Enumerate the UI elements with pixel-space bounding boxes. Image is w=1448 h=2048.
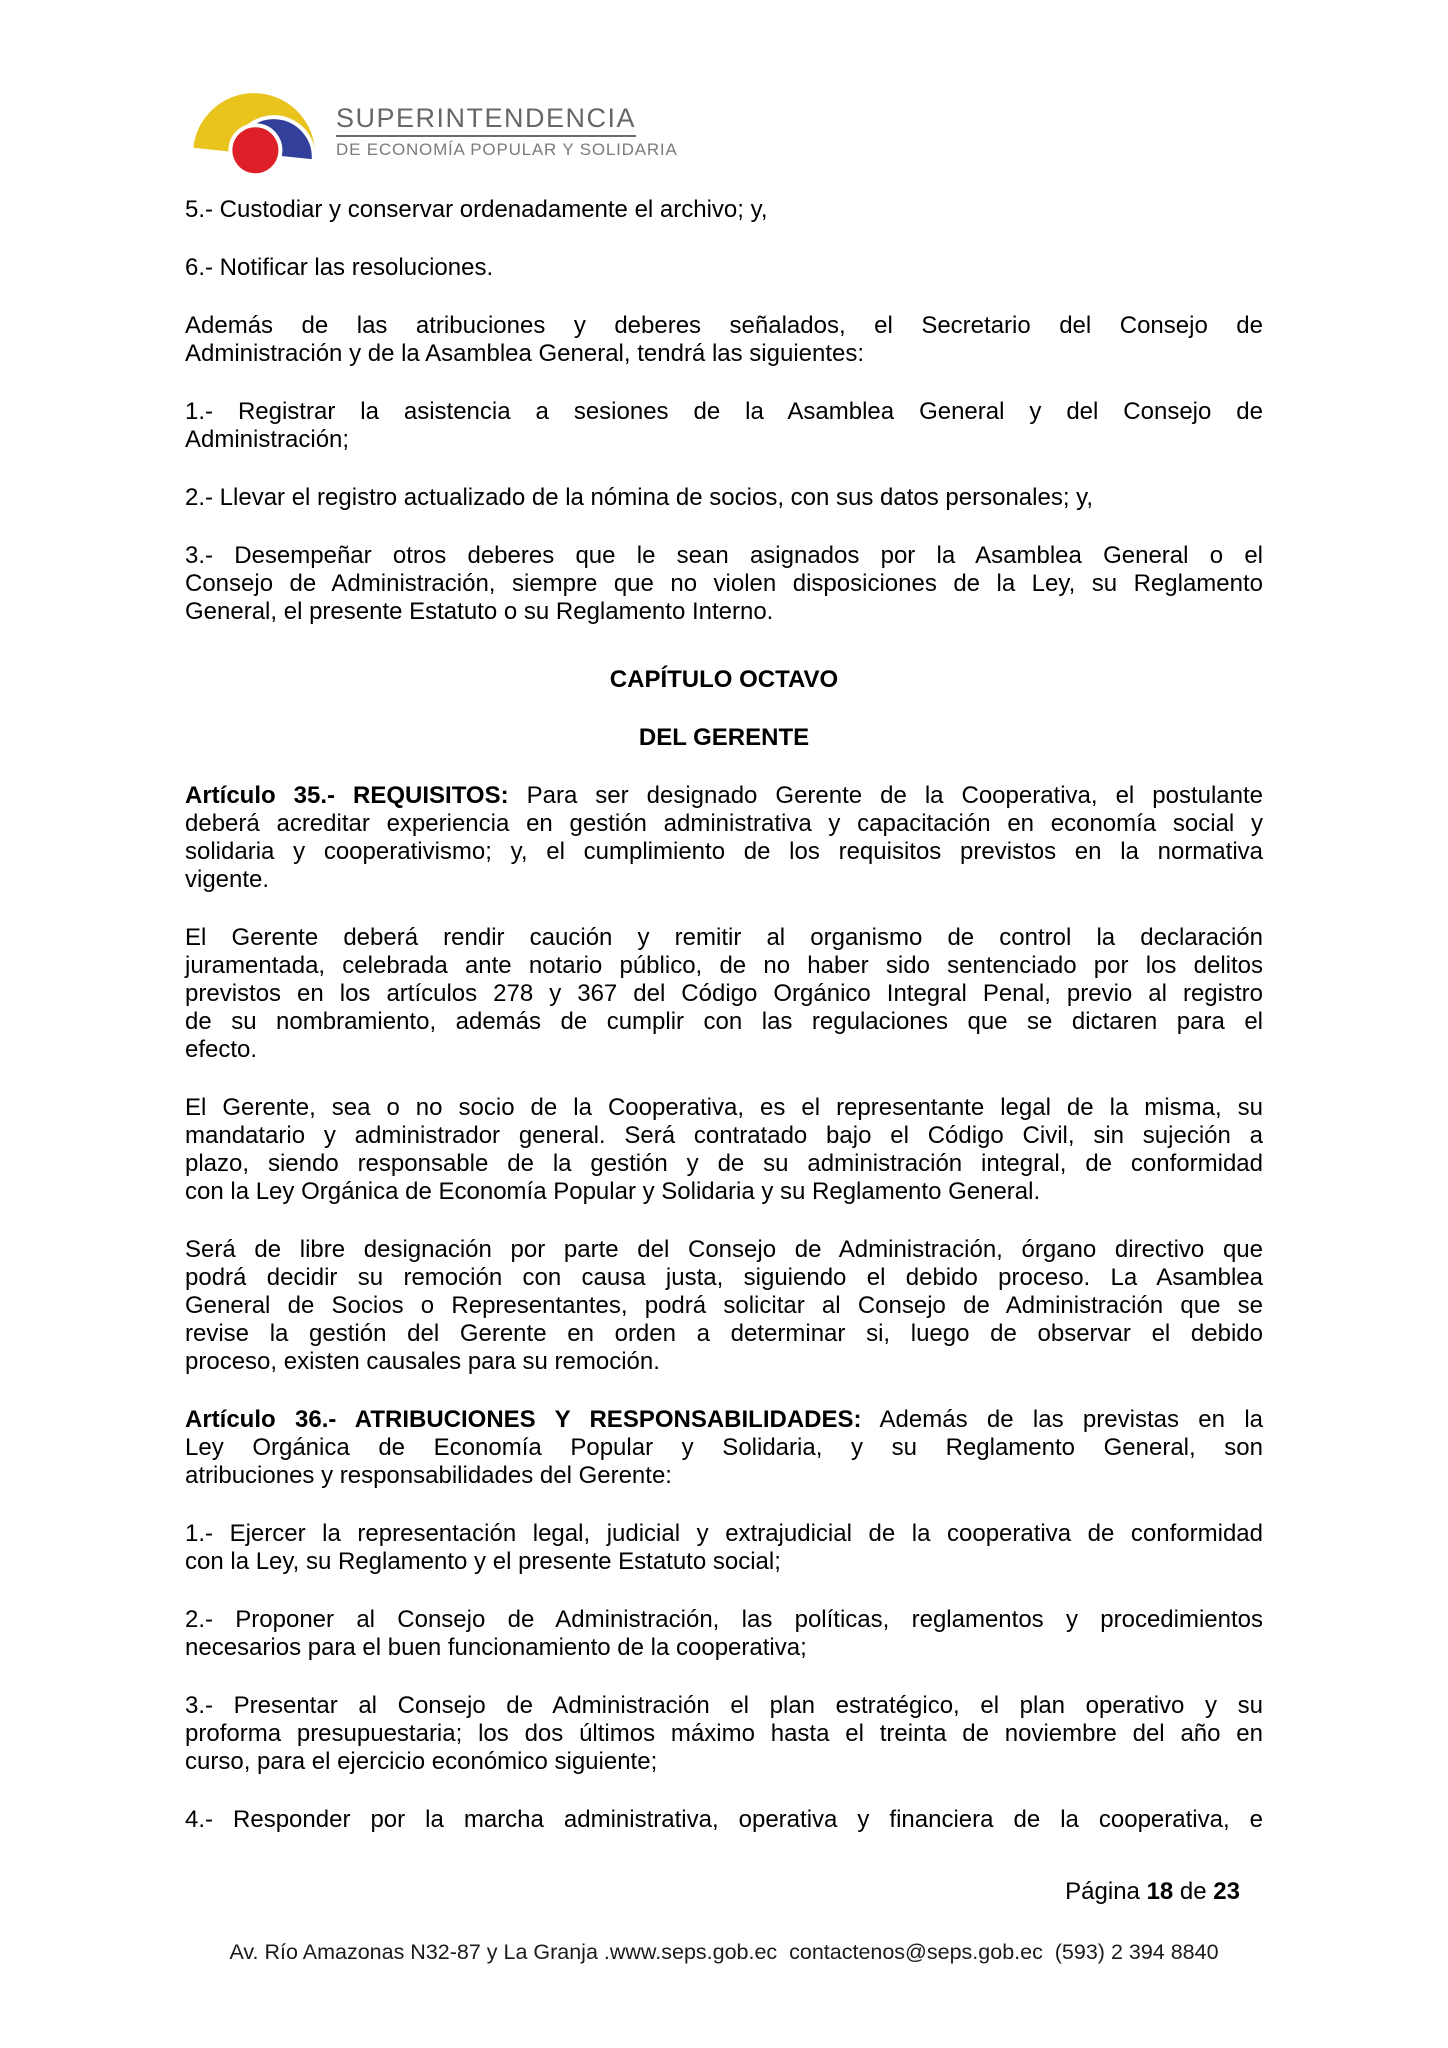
paragraph	[185, 542, 1263, 626]
logo-title: SUPERINTENDENCIA	[336, 104, 636, 137]
paragraph	[185, 312, 1263, 368]
text-line: El Gerente, sea o no socio de la Cooperativa, es el representante legal de la misma, su	[185, 1094, 1263, 1121]
article-label: Artículo 35.- REQUISITOS:	[185, 782, 509, 809]
text-line: CAPÍTULO OCTAVO	[609, 666, 839, 693]
text-line: curso, para el ejercicio económico siguiente;	[185, 1748, 658, 1775]
paragraph	[185, 1406, 1263, 1490]
text-line: juramentada, celebrada ante notario público, de no haber sido sentenciado por los delitos	[185, 952, 1263, 979]
text-line: 1.- Registrar la asistencia a sesiones de la Asamblea General y del Consejo de	[185, 398, 1263, 425]
paragraph	[185, 1806, 1263, 1834]
text-line: 4.- Responder por la marcha administrativa, operativa y financiera de la cooperativa, e	[185, 1806, 1263, 1833]
paragraph	[185, 1520, 1263, 1576]
text-line: proceso, existen causales para su remoción.	[185, 1348, 660, 1375]
text-line: Administración y de la Asamblea General, tendrá las siguientes:	[185, 340, 865, 367]
text-line: 3.- Presentar al Consejo de Administración el plan estratégico, el plan operativo y su	[185, 1692, 1263, 1719]
logo-subtitle: DE ECONOMÍA POPULAR Y SOLIDARIA	[336, 140, 678, 160]
text-line: El Gerente deberá rendir caución y remitir al organismo de control la declaración	[185, 924, 1263, 951]
paragraph	[185, 782, 1263, 894]
logo-text	[336, 104, 678, 160]
text-line: podrá decidir su remoción con causa justa, siguiendo el debido proceso. La Asamblea	[185, 1264, 1263, 1291]
article-label: Artículo 36.- ATRIBUCIONES Y RESPONSABILIDADES:	[185, 1406, 862, 1433]
paragraph	[185, 1606, 1263, 1662]
text-line: mandatario y administrador general. Será contratado bajo el Código Civil, sin sujeción a	[185, 1122, 1263, 1149]
text-line: 2.- Llevar el registro actualizado de la nómina de socios, con sus datos personales; y,	[185, 484, 1094, 511]
paragraph	[185, 1236, 1263, 1376]
section-heading	[185, 666, 1263, 694]
text-line: solidaria y cooperativismo; y, el cumplimiento de los requisitos previstos en la normativa	[185, 838, 1263, 865]
text-line: con la Ley, su Reglamento y el presente Estatuto social;	[185, 1548, 781, 1575]
text-line: previstos en los artículos 278 y 367 del Código Orgánico Integral Penal, previo al registro	[185, 980, 1263, 1007]
seps-logo-icon	[188, 58, 338, 183]
paragraph	[185, 196, 1263, 224]
text-line: Ley Orgánica de Economía Popular y Solidaria, y su Reglamento General, son	[185, 1434, 1263, 1461]
text-line: Será de libre designación por parte del Consejo de Administración, órgano directivo que	[185, 1236, 1263, 1263]
text-line: Artículo 35.- REQUISITOS: Para ser designado Gerente de la Cooperativa, el postulante	[185, 782, 1264, 809]
text-line: vigente.	[185, 866, 270, 893]
text-line: necesarios para el buen funcionamiento de la cooperativa;	[185, 1634, 807, 1661]
text-line: con la Ley Orgánica de Economía Popular y Solidaria y su Reglamento General.	[185, 1178, 1041, 1205]
text-line: atribuciones y responsabilidades del Gerente:	[185, 1462, 672, 1489]
text-line: Consejo de Administración, siempre que no violen disposiciones de la Ley, su Reglamento	[185, 570, 1263, 597]
text-line: Artículo 36.- ATRIBUCIONES Y RESPONSABILIDADES: Además de las previstas en la	[185, 1406, 1263, 1433]
text-line: 1.- Ejercer la representación legal, judicial y extrajudicial de la cooperativa de conformidad	[185, 1520, 1263, 1547]
section-heading	[185, 724, 1263, 752]
text-line: deberá acreditar experiencia en gestión administrativa y capacitación en economía social y	[185, 810, 1263, 837]
text-line: proforma presupuestaria; los dos últimos máximo hasta el treinta de noviembre del año en	[185, 1720, 1263, 1747]
text-line: General de Socios o Representantes, podrá solicitar al Consejo de Administración que se	[185, 1292, 1263, 1319]
text-line: Administración;	[185, 426, 350, 453]
text-line: plazo, siendo responsable de la gestión y de su administración integral, de conformidad	[185, 1150, 1263, 1177]
document-body	[185, 196, 1263, 1864]
paragraph	[185, 1692, 1263, 1776]
paragraph	[185, 398, 1263, 454]
paragraph	[185, 924, 1263, 1064]
text-line: 3.- Desempeñar otros deberes que le sean asignados por la Asamblea General o el	[185, 542, 1263, 569]
text-line: General, el presente Estatuto o su Reglamento Interno.	[185, 598, 774, 625]
page-number	[1065, 1878, 1240, 1906]
text-line: 2.- Proponer al Consejo de Administración, las políticas, reglamentos y procedimientos	[185, 1606, 1263, 1633]
paragraph	[185, 1094, 1263, 1206]
text-line: Además de las atribuciones y deberes señalados, el Secretario del Consejo de	[185, 312, 1263, 339]
text-line: 5.- Custodiar y conservar ordenadamente el archivo; y,	[185, 196, 768, 223]
text-line: revise la gestión del Gerente en orden a determinar si, luego de observar el debido	[185, 1320, 1263, 1347]
footer-contact: Av. Río Amazonas N32-87 y La Granja .www.seps.gob.ec contactenos@seps.gob.ec (593) 2 394 8840	[229, 1940, 1219, 1964]
page-label: Página	[1065, 1878, 1147, 1905]
page-separator: de	[1173, 1878, 1214, 1905]
text-line: efecto.	[185, 1036, 258, 1063]
text-line: 6.- Notificar las resoluciones.	[185, 254, 494, 281]
paragraph	[185, 254, 1263, 282]
page-current: 18	[1146, 1878, 1174, 1905]
paragraph	[185, 484, 1263, 512]
text-line: de su nombramiento, además de cumplir con las regulaciones que se dictaren para el	[185, 1008, 1263, 1035]
text-line: DEL GERENTE	[638, 724, 810, 751]
page-total: 23	[1213, 1878, 1240, 1905]
